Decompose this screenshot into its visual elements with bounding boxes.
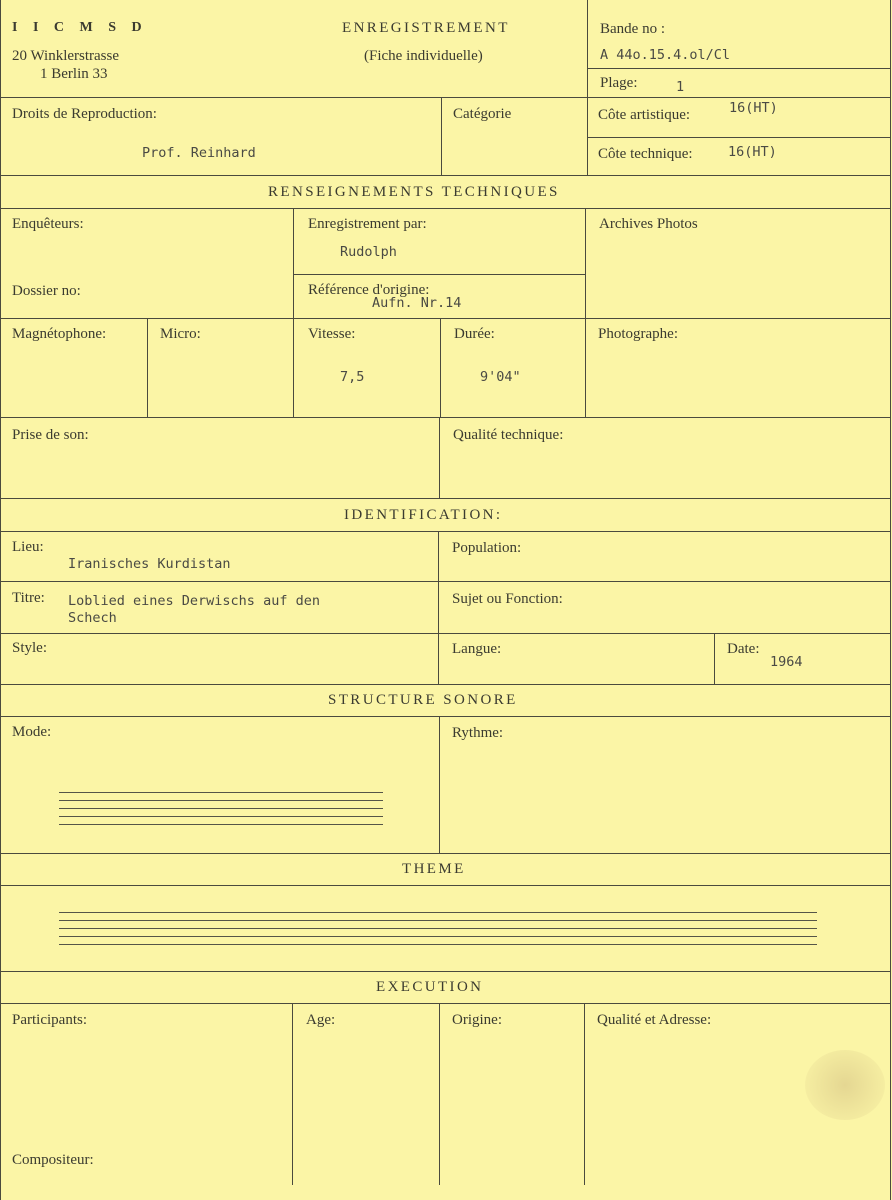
plage-top-rule bbox=[587, 68, 890, 69]
rule-theme-top bbox=[0, 853, 890, 854]
address-line-2: 1 Berlin 33 bbox=[40, 66, 108, 82]
col-divider-292-exec bbox=[292, 1003, 293, 1185]
col-divider-439-prise bbox=[439, 417, 440, 498]
compositeur-label: Compositeur: bbox=[12, 1152, 94, 1168]
org-acronym: I I C M S D bbox=[12, 20, 148, 35]
enqueteurs-label: Enquêteurs: bbox=[12, 216, 84, 232]
bande-value: A 44o.15.4.ol/Cl bbox=[600, 47, 731, 63]
rule-theme-header bbox=[0, 885, 890, 886]
col-divider-438-ident bbox=[438, 531, 439, 684]
form-title: ENREGISTREMENT bbox=[342, 20, 510, 36]
date-label: Date: bbox=[727, 641, 760, 657]
col-divider-293-a bbox=[293, 208, 294, 418]
frame-left-edge bbox=[0, 0, 1, 1200]
population-label: Population: bbox=[452, 540, 522, 556]
titre-value-line-2: Schech bbox=[68, 610, 117, 626]
rule-technical-header bbox=[0, 208, 890, 209]
col-divider-439-exec bbox=[439, 1003, 440, 1185]
droits-value: Prof. Reinhard bbox=[142, 145, 256, 161]
rule-execution-header bbox=[0, 1003, 890, 1004]
col-divider-714 bbox=[714, 633, 715, 684]
categorie-divider bbox=[441, 97, 442, 175]
cote-technique-label: Côte technique: bbox=[598, 146, 693, 162]
photographe-label: Photographe: bbox=[598, 326, 678, 342]
duree-value: 9'04" bbox=[480, 369, 521, 385]
plage-label: Plage: bbox=[600, 75, 638, 91]
titre-value-line-1: Loblied eines Derwischs auf den bbox=[68, 593, 320, 609]
theme-section-title: THEME bbox=[402, 861, 466, 877]
archives-photos-label: Archives Photos bbox=[599, 216, 698, 232]
rule-style-top bbox=[0, 633, 890, 634]
sujet-label: Sujet ou Fonction: bbox=[452, 591, 563, 607]
col-divider-585-a bbox=[585, 208, 586, 418]
rule-prise-top bbox=[0, 417, 890, 418]
categorie-label: Catégorie bbox=[453, 106, 512, 122]
rule-structure-top bbox=[0, 684, 890, 685]
lieu-label: Lieu: bbox=[12, 539, 44, 555]
style-label: Style: bbox=[12, 640, 48, 656]
structure-section-title: STRUCTURE SONORE bbox=[328, 692, 518, 708]
vitesse-value: 7,5 bbox=[340, 369, 365, 385]
duree-label: Durée: bbox=[454, 326, 495, 342]
titre-label: Titre: bbox=[12, 590, 45, 606]
vitesse-label: Vitesse: bbox=[308, 326, 356, 342]
execution-section-title: EXECUTION bbox=[376, 979, 484, 995]
prise-de-son-label: Prise de son: bbox=[12, 427, 89, 443]
origine-label: Origine: bbox=[452, 1012, 502, 1028]
mode-label: Mode: bbox=[12, 724, 52, 740]
rythme-label: Rythme: bbox=[452, 725, 504, 741]
rule-technical-top bbox=[0, 175, 890, 176]
col-divider-147 bbox=[147, 318, 148, 418]
cote-divider bbox=[587, 137, 890, 138]
cote-artistique-label: Côte artistique: bbox=[598, 107, 691, 123]
reference-label: Référence d'origine: bbox=[308, 282, 430, 298]
col-divider-440-a bbox=[440, 318, 441, 418]
col-divider-439-structure bbox=[439, 716, 440, 853]
participants-label: Participants: bbox=[12, 1012, 87, 1028]
identification-section-title: IDENTIFICATION: bbox=[344, 507, 503, 523]
micro-label: Micro: bbox=[160, 326, 201, 342]
enregistrement-par-label: Enregistrement par: bbox=[308, 216, 427, 232]
plage-value: 1 bbox=[676, 79, 685, 95]
rule-identification-header bbox=[0, 531, 890, 532]
reference-value: Aufn. Nr.14 bbox=[372, 295, 462, 311]
enregistrement-par-value: Rudolph bbox=[340, 244, 397, 260]
age-label: Age: bbox=[306, 1012, 336, 1028]
frame-right-edge bbox=[890, 0, 891, 1200]
col-divider-584-exec bbox=[584, 1003, 585, 1185]
header-divider bbox=[587, 0, 588, 175]
lieu-value: Iranisches Kurdistan bbox=[68, 556, 231, 572]
qualite-adresse-label: Qualité et Adresse: bbox=[597, 1012, 712, 1028]
rule-identification-top bbox=[0, 498, 890, 499]
magnetophone-label: Magnétophone: bbox=[12, 326, 107, 342]
paper-stain bbox=[805, 1050, 885, 1120]
date-value: 1964 bbox=[770, 654, 803, 670]
cote-artistique-value: 16(HT) bbox=[729, 100, 778, 116]
bande-label: Bande no : bbox=[600, 21, 665, 37]
technical-section-title: RENSEIGNEMENTS TECHNIQUES bbox=[268, 184, 560, 200]
form-subtitle: (Fiche individuelle) bbox=[364, 48, 483, 64]
rule-rights-top bbox=[0, 97, 890, 98]
rule-structure-header bbox=[0, 716, 890, 717]
dossier-label: Dossier no: bbox=[12, 283, 81, 299]
rule-equipment-top bbox=[0, 318, 890, 319]
rule-execution-top bbox=[0, 971, 890, 972]
rule-titre-top bbox=[0, 581, 890, 582]
address-line-1: 20 Winklerstrasse bbox=[12, 48, 120, 64]
qualite-technique-label: Qualité technique: bbox=[453, 427, 564, 443]
langue-label: Langue: bbox=[452, 641, 502, 657]
reference-top-rule bbox=[293, 274, 585, 275]
droits-label: Droits de Reproduction: bbox=[12, 106, 157, 122]
cote-technique-value: 16(HT) bbox=[728, 144, 777, 160]
